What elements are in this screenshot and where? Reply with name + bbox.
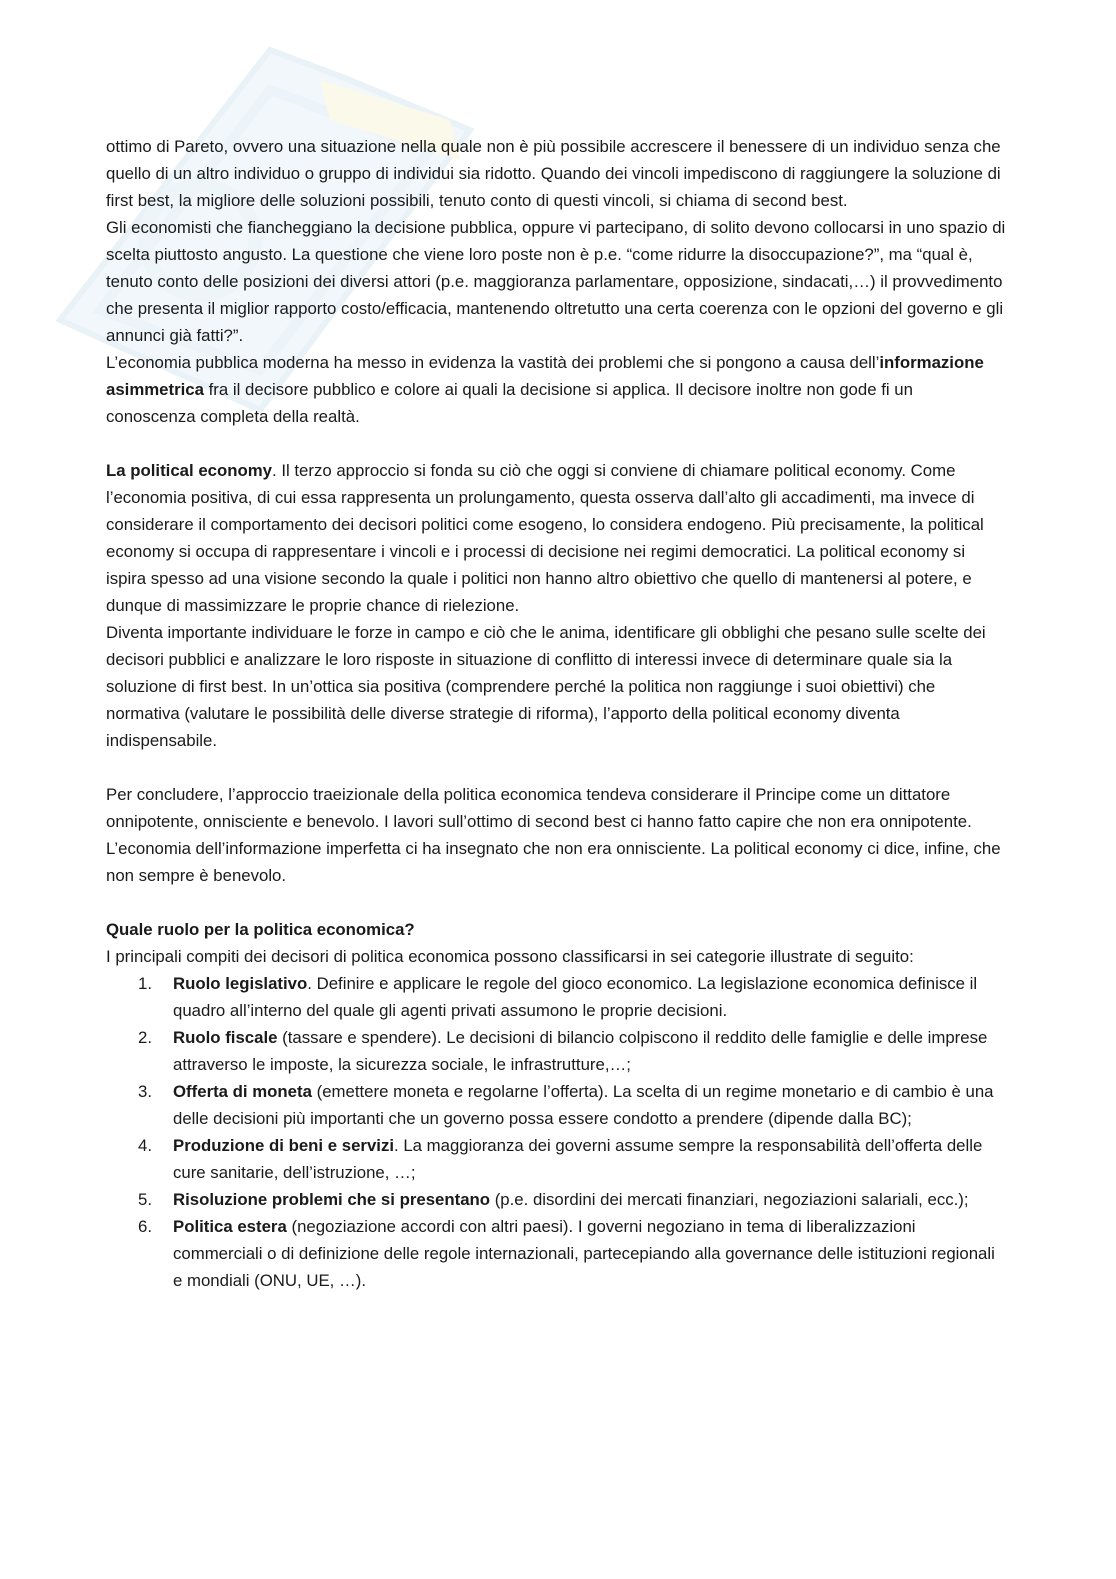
list-number: 6. bbox=[138, 1217, 152, 1236]
paragraph-asymmetric-info bbox=[106, 349, 1006, 430]
list-item-title: Politica estera bbox=[173, 1217, 287, 1236]
list-item-title: Produzione di beni e servizi bbox=[173, 1136, 394, 1155]
list-item-title: Risoluzione problemi che si presentano bbox=[173, 1190, 491, 1209]
paragraph-forces: Diventa importante individuare le forze in campo e ciò che le anima, identificare gli obblighi che pesano sulle scelte dei decisori pubblici e analizzare le loro risposte in situazione di conflitto di interessi invece di determinare quale sia la soluzione di first best. In un’ottica sia positiva (comprendere perché la politica non raggiunge i suoi obiettivi) che normativa (valutare le possibilità delle diverse strategie di riforma), l’apporto della political economy diventa indispensabile. bbox=[106, 623, 986, 750]
paragraph-pareto: ottimo di Pareto, ovvero una situazione nella quale non è più possibile accrescere il benessere di un individuo senza che quello di un altro individuo o gruppo di individui sia ridotto. Quando dei vincoli impediscono di raggiungere la soluzione di first best, la migliore delle soluzioni possibili, tenuto conto di questi vincoli, si chiama di second best. bbox=[106, 137, 1001, 210]
list-number: 1. bbox=[138, 974, 152, 993]
list-number: 3. bbox=[138, 1082, 152, 1101]
text-segment: L’economia pubblica moderna ha messo in evidenza la vastità dei problemi che si pongono a causa dell’ bbox=[106, 353, 880, 372]
list-item-text: (negoziazione accordi con altri paesi). I governi negoziano in tema di liberalizzazioni commerciali o di definizione delle regole internazionali, partecepiando alla governance delle istituzioni regionali e mondiali (ONU, UE, …). bbox=[173, 1217, 995, 1290]
paragraph-conclusion: Per concludere, l’approccio traeizionale della politica economica tendeva considerare il Principe come un dittatore onnipotente, onnisciente e benevolo. I lavori sull’ottimo di second best ci hanno fatto capire che non era onnipotente. L’economia dell’informazione imperfetta ci ha insegnato che non era onnisciente. La political economy ci dice, infine, che non sempre è benevolo. bbox=[106, 785, 1001, 885]
text-segment: fra il decisore pubblico e colore ai quali la decisione si applica. Il decisore inoltre non gode fi un conoscenza completa della realtà. bbox=[106, 380, 913, 426]
list-number: 5. bbox=[138, 1190, 152, 1209]
paragraph-economists: Gli economisti che fiancheggiano la decisione pubblica, oppure vi partecipano, di solito devono collocarsi in uno spazio di scelta piuttosto angusto. La questione che viene loro poste non è p.e. “come ridurre la disoccupazione?”, ma “qual è, tenuto conto delle posizioni dei diversi attori (p.e. maggioranza parlamentare, opposizione, sindacati,…) il provvedimento che presenta il miglior rapporto costo/efficacia, mantenendo oltretutto una certa coerenza con le opzioni del governo e gli annunci già fatti?”. bbox=[106, 218, 1006, 345]
list-item bbox=[106, 1024, 1006, 1078]
list-number: 4. bbox=[138, 1136, 152, 1155]
section-heading-role: Quale ruolo per la politica economica? bbox=[106, 920, 415, 939]
list-item-title: Ruolo legislativo bbox=[173, 974, 308, 993]
paragraph-gap bbox=[106, 754, 1006, 781]
list-item-text: (tassare e spendere). Le decisioni di bilancio colpiscono il reddito delle famiglie e delle imprese attraverso le imposte, la sicurezza sociale, le infrastrutture,…; bbox=[173, 1028, 988, 1074]
section-heading-political-economy: La political economy bbox=[106, 461, 272, 480]
list-item-text: (p.e. disordini dei mercati finanziari, negoziazioni salariali, ecc.); bbox=[490, 1190, 969, 1209]
list-item-text: . Definire e applicare le regole del gioco economico. La legislazione economica definisce il quadro all’interno del quale gli agenti privati assumono le proprie decisioni. bbox=[173, 974, 978, 1020]
list-item bbox=[106, 1132, 1006, 1186]
document-page bbox=[106, 133, 1006, 1294]
paragraph-gap bbox=[106, 889, 1006, 916]
paragraph-gap bbox=[106, 430, 1006, 457]
list-item bbox=[106, 970, 1006, 1024]
bold-term: informazione asimmetrica bbox=[106, 353, 984, 399]
paragraph-intro: I principali compiti dei decisori di politica economica possono classificarsi in sei categorie illustrate di seguito: bbox=[106, 947, 914, 966]
list-item bbox=[106, 1078, 1006, 1132]
paragraph-political-economy bbox=[106, 457, 1006, 619]
text-segment: . Il terzo approccio si fonda su ciò che oggi si conviene di chiamare political economy. Come l’economia positiva, di cui essa rappresenta un prolungamento, questa osserva dall’alto gli accadimenti, ma invece di considerare il comportamento dei decisori politici come esogeno, lo considera endogeno. Più precisamente, la political economy si occupa di rappresentare i vincoli e i processi di decisione nei regimi democratici. La political economy si ispira spesso ad una visione secondo la quale i politici non hanno altro obiettivo che quello di mantenersi al potere, e dunque di massimizzare le proprie chance di rielezione. bbox=[106, 461, 984, 615]
list-number: 2. bbox=[138, 1028, 152, 1047]
list-item-title: Ruolo fiscale bbox=[173, 1028, 278, 1047]
numbered-list bbox=[106, 970, 1006, 1294]
list-item bbox=[106, 1186, 1006, 1213]
list-item-text: (emettere moneta e regolarne l’offerta). La scelta di un regime monetario e di cambio è una delle decisioni più importanti che un governo possa essere condotto a prendere (dipende dalla BC); bbox=[173, 1082, 994, 1128]
list-item-text: . La maggioranza dei governi assume sempre la responsabilità dell’offerta delle cure sanitarie, dell’istruzione, …; bbox=[173, 1136, 983, 1182]
list-item bbox=[106, 1213, 1006, 1294]
list-item-title: Offerta di moneta bbox=[173, 1082, 312, 1101]
